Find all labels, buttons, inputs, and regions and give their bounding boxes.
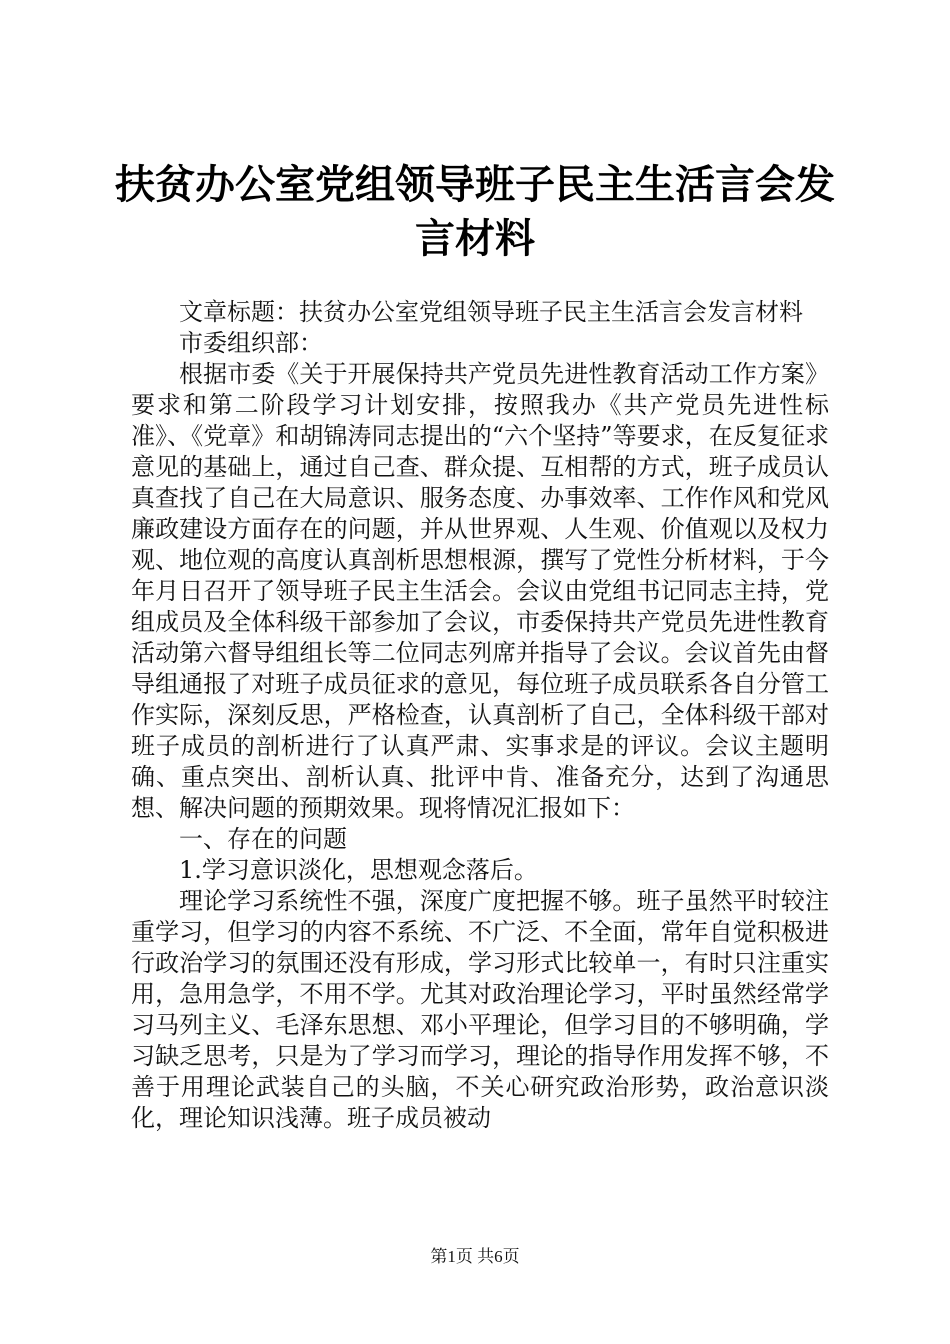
body-paragraph: 理论学习系统性不强，深度广度把握不够。班子虽然平时较注重学习，但学习的内容不系统、不广泛、不全面，常年自觉积极进行政治学习的氛围还没有形成，学习形式比较单一，有时只注重实用，急用急学，不用不学。尤其对政治理论学习，平时虽然经常学习马列主义、毛泽东思想、邓小平理论，但学习目的不够明确，学习缺乏思考，只是为了学习而学习，理论的指导作用发挥不够，不善于用理论武装自己的头脑，不关心研究政治形势，政治意识淡化，理论知识浅薄。班子成员被动 (131, 887, 829, 1132)
document-body (131, 297, 829, 1134)
page-footer: 第1页 共6页 (430, 1247, 520, 1266)
salutation: 市委组织部： (179, 329, 323, 357)
subsection-heading: 1.学习意识淡化，思想观念落后。 (179, 856, 538, 884)
section-heading: 一、存在的问题 (179, 825, 347, 853)
body-paragraph: 根据市委《关于开展保持共产党员先进性教育活动工作方案》要求和第二阶段学习计划安排，按照我办《共产党员先进性标准》、《党章》和胡锦涛同志提出的“六个坚持”等要求，在反复征求意见的基础上，通过自己查、群众提、互相帮的方式，班子成员认真查找了自己在大局意识、服务态度、办事效率、工作作风和党风廉政建设方面存在的问题，并从世界观、人生观、价值观以及权力观、地位观的高度认真剖析思想根源，撰写了党性分析材料，于今年月日召开了领导班子民主生活会。会议由党组书记同志主持，党组成员及全体科级干部参加了会议，市委保持共产党员先进性教育活动第六督导组组长等二位同志列席并指导了会议。会议首先由督导组通报了对班子成员征求的意见，每位班子成员联系各自分管工作实际，深刻反思，严格检查，认真剖析了自己，全体科级干部对班子成员的剖析进行了认真严肃、实事求是的评议。会议主题明确、重点突出、剖析认真、批评中肯、准备充分，达到了沟通思想、解决问题的预期效果。现将情况汇报如下： (131, 360, 829, 822)
document-title: 扶贫办公室党组领导班子民主生活言会发言材料 (115, 162, 835, 262)
article-title-line: 文章标题：扶贫办公室党组领导班子民主生活言会发言材料 (179, 298, 803, 326)
